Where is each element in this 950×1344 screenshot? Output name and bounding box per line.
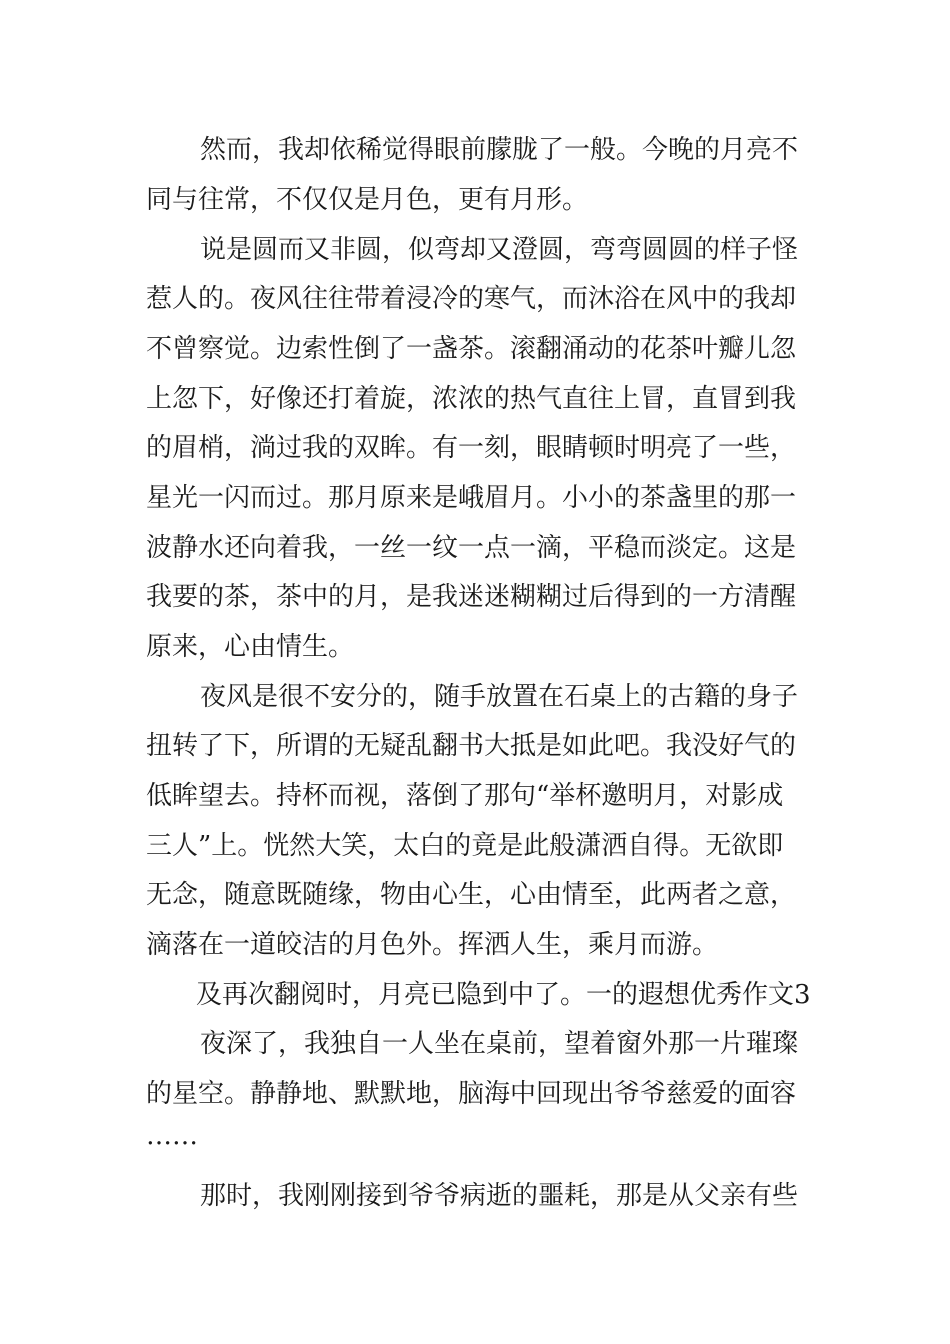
text-line: 低眸望去。持杯而视，落倒了那句“举杯邀明月，对影成	[146, 781, 784, 811]
text-line: 然而，我却依稀觉得眼前朦胧了一般。今晚的月亮不	[200, 135, 799, 165]
text-line: ……	[146, 1121, 198, 1151]
text-line: 的星空。静静地、默默地，脑海中回现出爷爷慈爱的面容	[146, 1079, 797, 1109]
text-line: 惹人的。夜风往往带着浸冷的寒气，而沐浴在风中的我却	[146, 284, 797, 314]
text-line: 三人”上。恍然大笑，太白的竟是此般潇洒自得。无欲即	[146, 831, 784, 861]
text-line: 的眉梢，淌过我的双眸。有一刻，眼睛顿时明亮了一些，	[146, 433, 797, 463]
text-line: 波静水还向着我，一丝一纹一点一滴，平稳而淡定。这是	[146, 533, 797, 563]
section-heading-line: 及再次翻阅时，月亮已隐到中了。一的遐想优秀作文3	[196, 980, 811, 1010]
text-line: 夜风是很不安分的，随手放置在石桌上的古籍的身子	[200, 682, 799, 712]
text-line: 同与往常，不仅仅是月色，更有月形。	[146, 185, 589, 215]
text-line: 扭转了下，所谓的无疑乱翻书大抵是如此吧。我没好气的	[146, 731, 797, 761]
text-line: 不曾察觉。边索性倒了一盏茶。滚翻涌动的花茶叶瓣儿忽	[146, 334, 797, 364]
text-line: 原来，心由情生。	[146, 632, 355, 662]
text-line: 我要的茶，茶中的月，是我迷迷糊糊过后得到的一方清醒	[146, 582, 797, 612]
text-line: 无念，随意既随缘，物由心生，心由情至，此两者之意，	[146, 880, 797, 910]
text-line: 夜深了，我独自一人坐在桌前，望着窗外那一片璀璨	[200, 1029, 799, 1059]
text-line: 说是圆而又非圆，似弯却又澄圆，弯弯圆圆的样子怪	[200, 235, 799, 265]
text-line: 上忽下，好像还打着旋，浓浓的热气直往上冒，直冒到我	[146, 384, 797, 414]
text-line: 那时，我刚刚接到爷爷病逝的噩耗，那是从父亲有些	[200, 1181, 799, 1211]
text-line: 星光一闪而过。那月原来是峨眉月。小小的茶盏里的那一	[146, 483, 797, 513]
text-line: 滴落在一道皎洁的月色外。挥洒人生，乘月而游。	[146, 930, 719, 960]
